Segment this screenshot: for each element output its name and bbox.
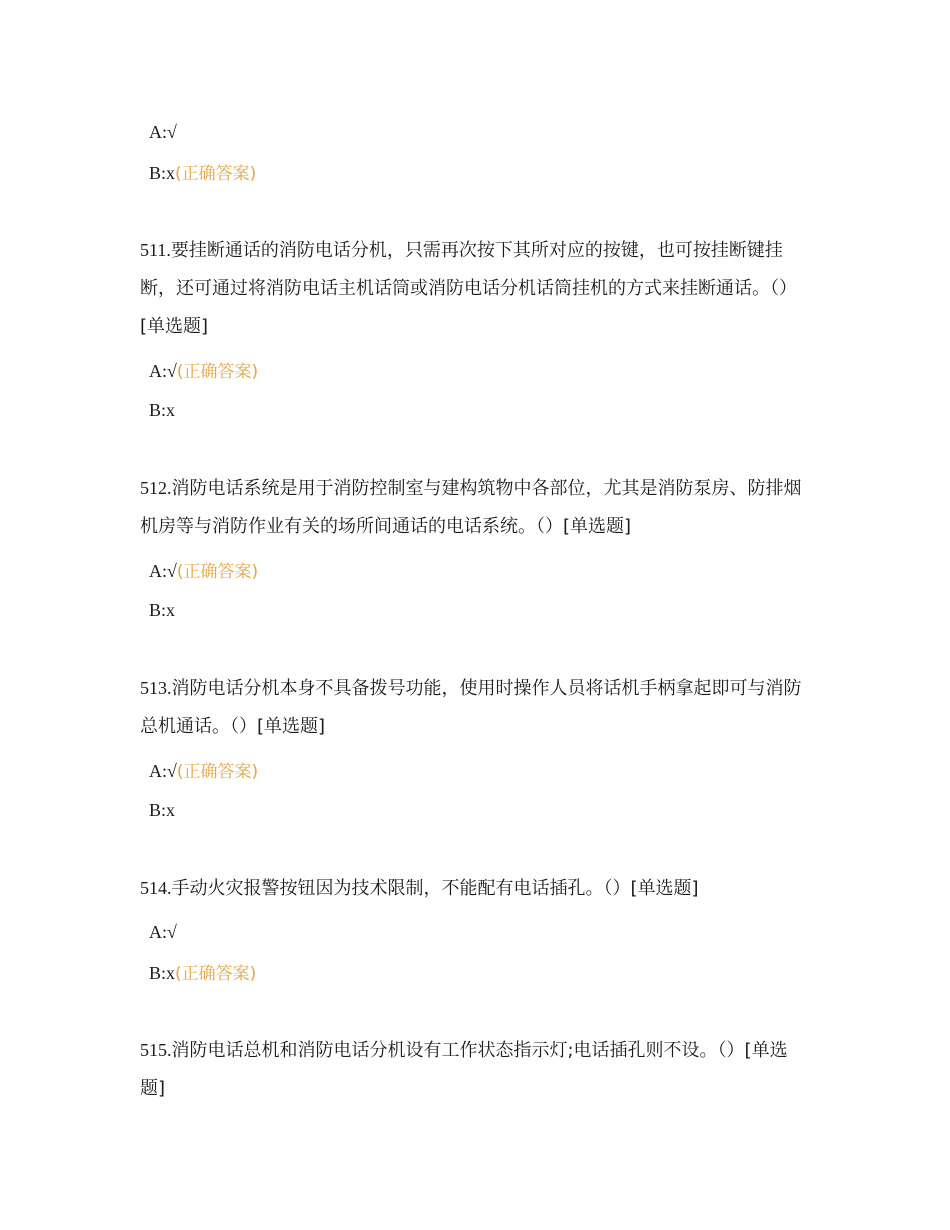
correct-answer-tag: (正确答案)	[175, 164, 257, 184]
option-b: B:x(正确答案)	[149, 963, 257, 984]
correct-answer-tag: (正确答案)	[175, 964, 257, 984]
question-number: 514.	[140, 878, 172, 898]
correct-answer-tag: (正确答案)	[176, 762, 259, 782]
question-text: 消防电话分机本身不具备拨号功能，使用时操作人员将话机手柄拿起即可与消防总机通话。（）[单选题]	[140, 678, 802, 737]
option-a: A:√(正确答案)	[149, 761, 259, 782]
question-511	[140, 231, 812, 346]
option-b: B:x(正确答案)	[149, 163, 257, 184]
question-text: 手动火灾报警按钮因为技术限制，不能配有电话插孔。（）[单选题]	[171, 878, 699, 899]
option-b: B:x	[149, 600, 176, 620]
option-a: A:√(正确答案)	[149, 561, 259, 582]
question-number: 513.	[140, 678, 172, 698]
option-b: B:x	[149, 400, 176, 420]
option-a: A:√	[149, 922, 177, 942]
question-number: 512.	[140, 478, 172, 498]
question-515	[140, 1031, 812, 1108]
question-514	[140, 869, 812, 908]
correct-answer-tag: (正确答案)	[176, 362, 259, 382]
question-text: 要挂断通话的消防电话分机，只需再次按下其所对应的按键，也可按挂断键挂断，还可通过将消防电话主机话筒或消防电话分机话筒挂机的方式来挂断通话。（）[单选题]	[140, 240, 797, 337]
question-number: 511.	[140, 240, 171, 260]
question-text: 消防电话总机和消防电话分机设有工作状态指示灯;电话插孔则不设。（）[单选题]	[140, 1040, 788, 1099]
option-a: A:√	[149, 122, 177, 142]
option-b: B:x	[149, 800, 176, 820]
question-513	[140, 669, 812, 746]
correct-answer-tag: (正确答案)	[176, 562, 259, 582]
question-number: 515.	[140, 1040, 172, 1060]
option-a: A:√(正确答案)	[149, 361, 259, 382]
question-text: 消防电话系统是用于消防控制室与建构筑物中各部位，尤其是消防泵房、防排烟机房等与消防作业有关的场所间通话的电话系统。（）[单选题]	[140, 478, 802, 537]
question-512	[140, 469, 812, 546]
